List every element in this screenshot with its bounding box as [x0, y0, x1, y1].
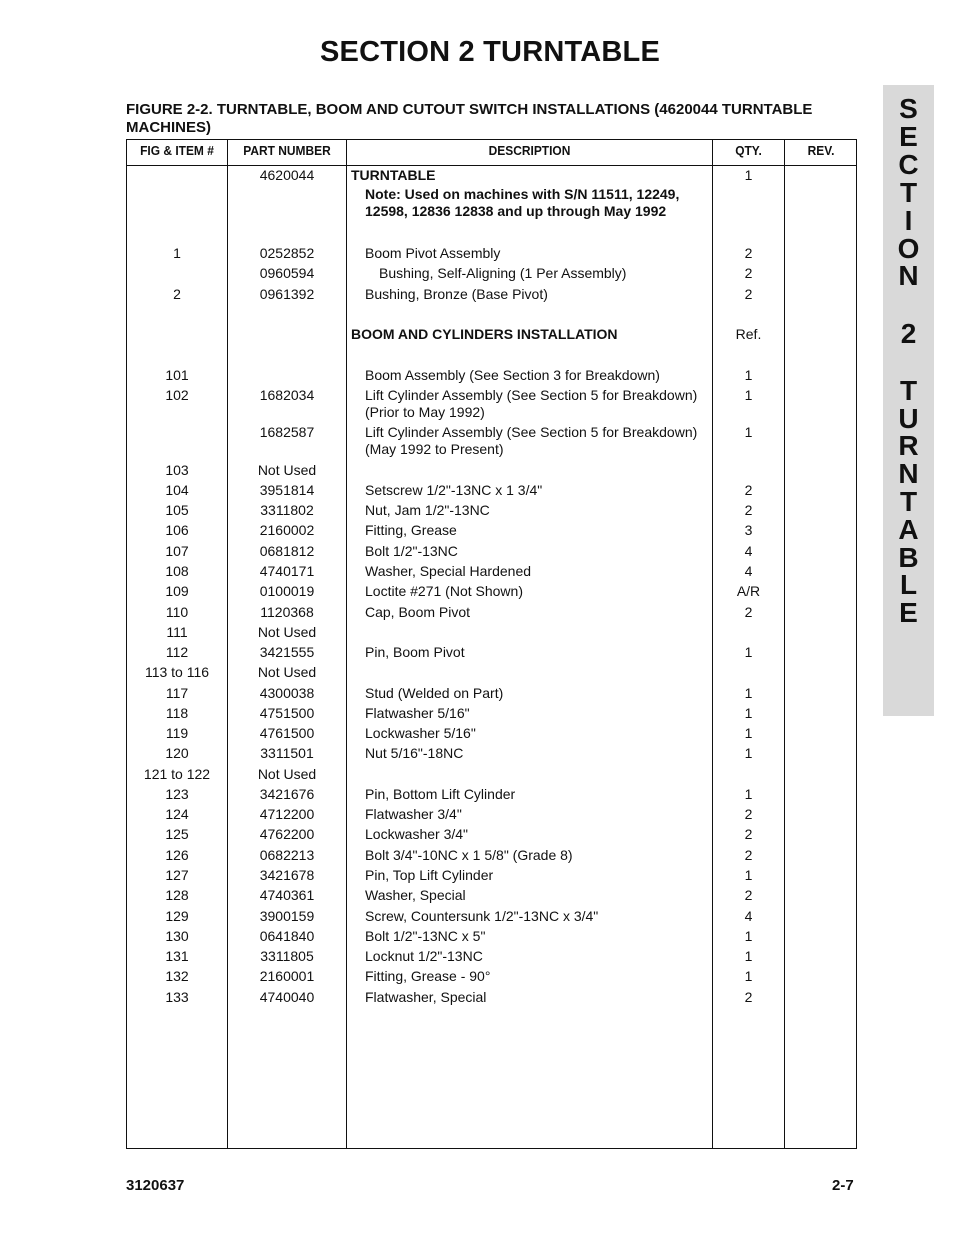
row-description: Setscrew 1/2"-13NC x 1 3/4"	[365, 482, 543, 498]
row-description: TURNTABLE	[351, 167, 436, 183]
row-item-number: 105	[165, 502, 189, 518]
row-description: Lockwasher 3/4"	[365, 826, 469, 842]
row-quantity: 1	[744, 948, 753, 964]
row-part-number: 3311805	[260, 948, 314, 964]
side-tab-letter: N	[898, 458, 919, 489]
row-quantity: 1	[744, 644, 753, 660]
row-quantity: 1	[744, 367, 753, 383]
row-item-number: 120	[165, 745, 189, 761]
row-part-number: 0641840	[259, 928, 315, 944]
side-tab-letter: U	[898, 403, 919, 434]
header-item: FIG & ITEM #	[140, 143, 214, 158]
side-tab-letter: I	[904, 205, 913, 236]
row-item-number: 110	[165, 604, 189, 620]
row-part-number: 3951814	[259, 482, 315, 498]
header-rev: REV.	[807, 143, 835, 158]
row-part-number: Not Used	[257, 624, 317, 640]
row-part-number: 0961392	[259, 286, 315, 302]
row-quantity: 1	[744, 167, 753, 183]
row-quantity: 2	[744, 502, 753, 518]
row-description: BOOM AND CYLINDERS INSTALLATION	[351, 326, 618, 342]
row-quantity: 1	[744, 745, 753, 761]
row-item-number: 111	[166, 624, 188, 640]
row-item-number: 119	[165, 725, 189, 741]
row-item-number: 118	[165, 705, 189, 721]
side-tab-letter: E	[899, 597, 918, 628]
row-description: Locknut 1/2"-13NC	[365, 948, 483, 964]
row-quantity: 2	[744, 887, 753, 903]
row-description: Flatwasher 3/4"	[365, 806, 462, 822]
row-quantity: 2	[744, 806, 753, 822]
row-item-number: 1	[173, 245, 181, 261]
row-part-number: 3421678	[259, 867, 315, 883]
row-part-number: 4740040	[259, 989, 315, 1005]
column-divider	[346, 139, 347, 1149]
row-description: Nut 5/16"-18NC	[365, 745, 464, 761]
figure-title: FIGURE 2-2. TURNTABLE, BOOM AND CUTOUT SWITCH INSTALLATIONS (4620044 TURNTABLE MACHINES)	[126, 101, 813, 136]
row-item-number: 103	[165, 462, 189, 478]
section-side-tab	[883, 85, 934, 716]
row-item-number: 124	[165, 806, 189, 822]
row-quantity: 1	[744, 705, 753, 721]
row-part-number: 4761500	[259, 725, 315, 741]
row-quantity: 1	[744, 786, 753, 802]
row-item-number: 102	[165, 387, 189, 403]
row-part-number: Not Used	[257, 766, 317, 782]
row-quantity: A/R	[736, 583, 761, 599]
header-qty: QTY.	[735, 143, 762, 158]
row-quantity: 2	[744, 604, 753, 620]
document-number: 3120637	[126, 1177, 185, 1194]
row-description: Flatwasher, Special	[365, 989, 487, 1005]
header-part-number: PART NUMBER	[243, 143, 331, 158]
row-part-number: Not Used	[257, 462, 317, 478]
row-part-number: 1682587	[259, 424, 315, 440]
row-description: Lockwasher 5/16"	[365, 725, 476, 741]
row-item-number: 109	[165, 583, 189, 599]
row-item-number: 112	[165, 644, 189, 660]
row-part-number: Not Used	[257, 664, 317, 680]
row-item-number: 117	[165, 685, 189, 701]
row-quantity: 4	[744, 908, 753, 924]
row-description: Bolt 1/2"-13NC	[365, 543, 458, 559]
row-part-number: 3421555	[259, 644, 315, 660]
row-part-number: 4620044	[259, 167, 315, 183]
row-part-number: 4740171	[259, 563, 315, 579]
row-quantity: 2	[744, 826, 753, 842]
row-part-number: 3311802	[260, 502, 314, 518]
row-quantity: 2	[744, 482, 753, 498]
row-part-number: 0960594	[259, 265, 315, 281]
row-description: Pin, Top Lift Cylinder	[365, 867, 494, 883]
row-item-number: 126	[165, 847, 189, 863]
row-part-number: 1682034	[259, 387, 315, 403]
side-tab-letter: R	[898, 430, 919, 461]
row-item-number: 127	[165, 867, 189, 883]
row-part-number: 0681812	[259, 543, 315, 559]
side-tab-letter: O	[897, 233, 920, 264]
page-number: 2-7	[832, 1177, 854, 1194]
row-description: Pin, Bottom Lift Cylinder	[365, 786, 516, 802]
row-description: Flatwasher 5/16"	[365, 705, 470, 721]
header-description: DESCRIPTION	[488, 143, 571, 158]
row-part-number: 2160002	[259, 522, 315, 538]
row-item-number: 101	[165, 367, 189, 383]
row-quantity: 2	[744, 989, 753, 1005]
row-quantity: 1	[744, 867, 753, 883]
row-part-number: 4712200	[259, 806, 315, 822]
row-item-number: 133	[165, 989, 189, 1005]
row-item-number: 131	[165, 948, 189, 964]
row-quantity: 2	[744, 847, 753, 863]
side-tab-letter: T	[899, 375, 918, 406]
row-item-number: 125	[165, 826, 189, 842]
row-description: Note: Used on machines with S/N 11511, 12249, 12598, 12836 12838 and up through May 1992	[365, 186, 680, 219]
row-item-number: 104	[165, 482, 189, 498]
row-description: Lift Cylinder Assembly (See Section 5 for Breakdown) (Prior to May 1992)	[365, 387, 698, 420]
row-part-number: 0100019	[259, 583, 315, 599]
row-part-number: 1120368	[260, 604, 314, 620]
row-description: Bolt 1/2"-13NC x 5"	[365, 928, 486, 944]
side-tab-letter: T	[899, 486, 918, 517]
row-quantity: 3	[744, 522, 753, 538]
row-part-number: 3421676	[259, 786, 315, 802]
row-quantity: 2	[744, 265, 753, 281]
row-description: Washer, Special	[365, 887, 466, 903]
row-description: Lift Cylinder Assembly (See Section 5 for Breakdown) (May 1992 to Present)	[365, 424, 698, 457]
side-tab-letter: T	[899, 177, 918, 208]
side-tab-letter: N	[898, 260, 919, 291]
row-part-number: 4751500	[259, 705, 315, 721]
side-tab-letter: C	[898, 149, 919, 180]
row-quantity: 1	[744, 928, 753, 944]
row-part-number: 2160001	[259, 968, 315, 984]
row-description: Bolt 3/4"-10NC x 1 5/8" (Grade 8)	[365, 847, 573, 863]
row-item-number: 132	[165, 968, 189, 984]
row-description: Nut, Jam 1/2"-13NC	[365, 502, 490, 518]
column-divider	[784, 139, 785, 1149]
row-item-number: 106	[165, 522, 189, 538]
row-part-number: 4762200	[259, 826, 315, 842]
row-description: Washer, Special Hardened	[365, 563, 532, 579]
row-part-number: 0682213	[259, 847, 315, 863]
side-tab-letter: A	[898, 514, 919, 545]
row-description: Boom Assembly (See Section 3 for Breakdown)	[365, 367, 660, 383]
row-quantity: 4	[744, 543, 753, 559]
row-quantity: Ref.	[735, 326, 762, 342]
row-quantity: 1	[744, 685, 753, 701]
row-quantity: 1	[744, 725, 753, 741]
row-part-number: 0252852	[259, 245, 315, 261]
row-item-number: 108	[165, 563, 189, 579]
row-description: Fitting, Grease	[365, 522, 457, 538]
row-item-number: 128	[165, 887, 189, 903]
row-description: Boom Pivot Assembly	[365, 245, 501, 261]
row-item-number: 107	[165, 543, 189, 559]
row-item-number: 129	[165, 908, 189, 924]
row-description: Cap, Boom Pivot	[365, 604, 471, 620]
row-description: Bushing, Bronze (Base Pivot)	[365, 286, 548, 302]
row-part-number: 4740361	[259, 887, 315, 903]
row-quantity: 1	[744, 424, 753, 440]
row-description: Stud (Welded on Part)	[365, 685, 504, 701]
row-part-number: 3311501	[260, 745, 314, 761]
page-title: SECTION 2 TURNTABLE	[320, 36, 660, 68]
row-description: Fitting, Grease - 90°	[365, 968, 491, 984]
row-part-number: 3900159	[259, 908, 315, 924]
side-tab-letter: 2	[900, 318, 917, 349]
row-description: Loctite #271 (Not Shown)	[365, 583, 523, 599]
row-item-number: 123	[165, 786, 189, 802]
row-quantity: 2	[744, 245, 753, 261]
row-quantity: 1	[744, 387, 753, 403]
row-quantity: 4	[744, 563, 753, 579]
side-tab-letter: S	[899, 93, 918, 124]
row-part-number: 4300038	[259, 685, 315, 701]
row-description: Screw, Countersunk 1/2"-13NC x 3/4"	[365, 908, 599, 924]
row-description: Bushing, Self-Aligning (1 Per Assembly)	[379, 265, 627, 281]
side-tab-letter: B	[898, 542, 919, 573]
row-quantity: 2	[744, 286, 753, 302]
row-item-number: 130	[165, 928, 189, 944]
side-tab-letter: E	[899, 121, 918, 152]
header-divider	[126, 165, 857, 166]
row-quantity: 1	[744, 968, 753, 984]
row-item-number: 2	[173, 286, 181, 302]
side-tab-letter: L	[899, 569, 918, 600]
row-item-number: 113 to 116	[144, 664, 210, 680]
row-description: Pin, Boom Pivot	[365, 644, 465, 660]
row-item-number: 121 to 122	[143, 766, 211, 782]
